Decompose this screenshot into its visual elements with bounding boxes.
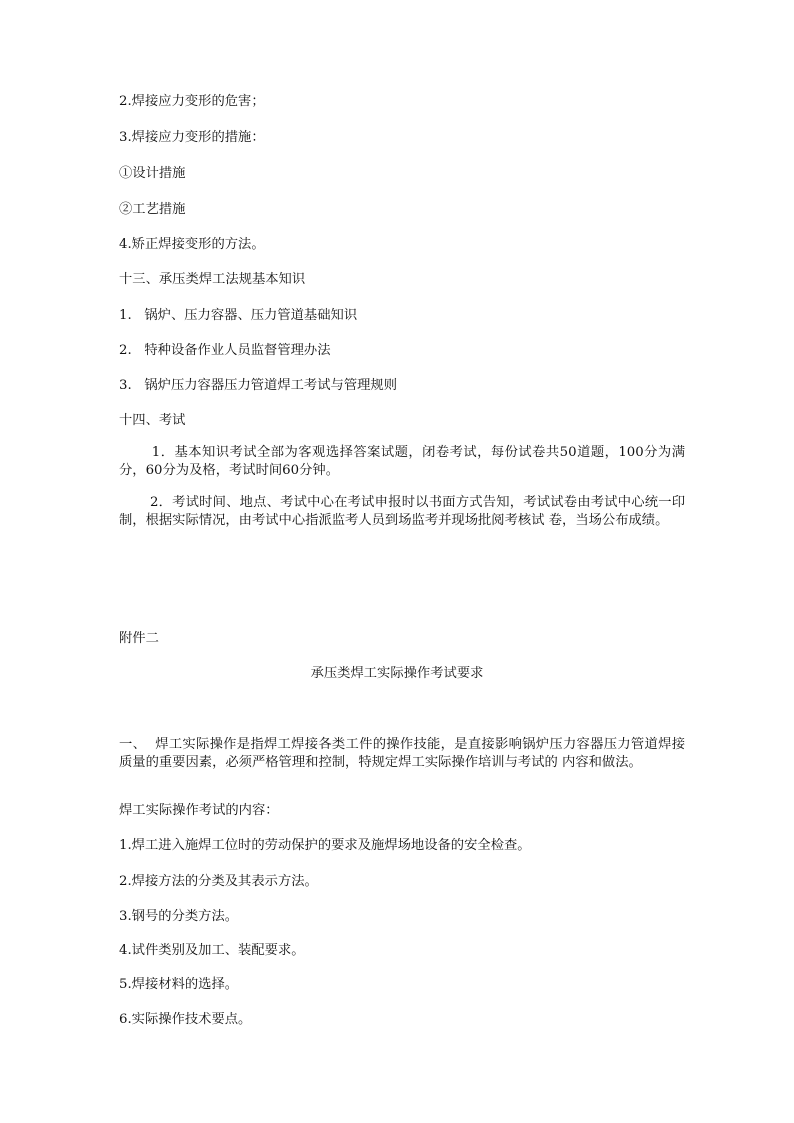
paragraph: 1．基本知识考试全部为客观选择答案试题，闭卷考试，每份试卷共50道题，100分为满分，60分为及格，考试时间60分钟。 (119, 445, 685, 478)
paragraph: 一、 焊工实际操作是指焊工焊接各类工件的操作技能，是直接影响锅炉压力容器压力管道焊接质量的重要因素，必须严格管理和控制，特规定焊工实际操作培训与考试的 内容和做法。 (119, 737, 685, 770)
list-item: 2.焊接应力变形的危害； (119, 94, 265, 109)
list-item: 6.实际操作技术要点。 (119, 1012, 252, 1027)
list-item: 4.矫正焊接变形的方法。 (119, 237, 265, 252)
list-item: 3.焊接应力变形的措施： (119, 130, 265, 145)
section-heading: 十四、考试 (119, 413, 186, 428)
attachment-label: 附件二 (119, 631, 159, 646)
list-item: ②工艺措施 (119, 202, 186, 217)
section-heading: 焊工实际操作考试的内容： (119, 803, 279, 818)
paragraph: 2．考试时间、地点、考试中心在考试申报时以书面方式告知，考试试卷由考试中心统一印制，根据实际情况，由考试中心指派监考人员到场监考并现场批阅考核试 卷，当场公布成绩。 (119, 495, 685, 528)
list-item: ①设计措施 (119, 166, 186, 181)
list-item: 3.钢号的分类方法。 (119, 909, 239, 924)
section-heading: 十三、承压类焊工法规基本知识 (119, 272, 306, 287)
list-item: 2.焊接方法的分类及其表示方法。 (119, 874, 318, 889)
list-item: 2. 特种设备作业人员监督管理办法 (119, 343, 331, 358)
list-item: 5.焊接材料的选择。 (119, 977, 239, 992)
list-item: 1.焊工进入施焊工位时的劳动保护的要求及施焊场地设备的安全检查。 (119, 838, 531, 853)
list-item: 3. 锅炉压力容器压力管道焊工考试与管理规则 (119, 378, 398, 393)
page-title: 承压类焊工实际操作考试要求 (310, 666, 484, 681)
list-item: 1. 锅炉、压力容器、压力管道基础知识 (119, 308, 358, 323)
list-item: 4.试件类别及加工、装配要求。 (119, 943, 305, 958)
